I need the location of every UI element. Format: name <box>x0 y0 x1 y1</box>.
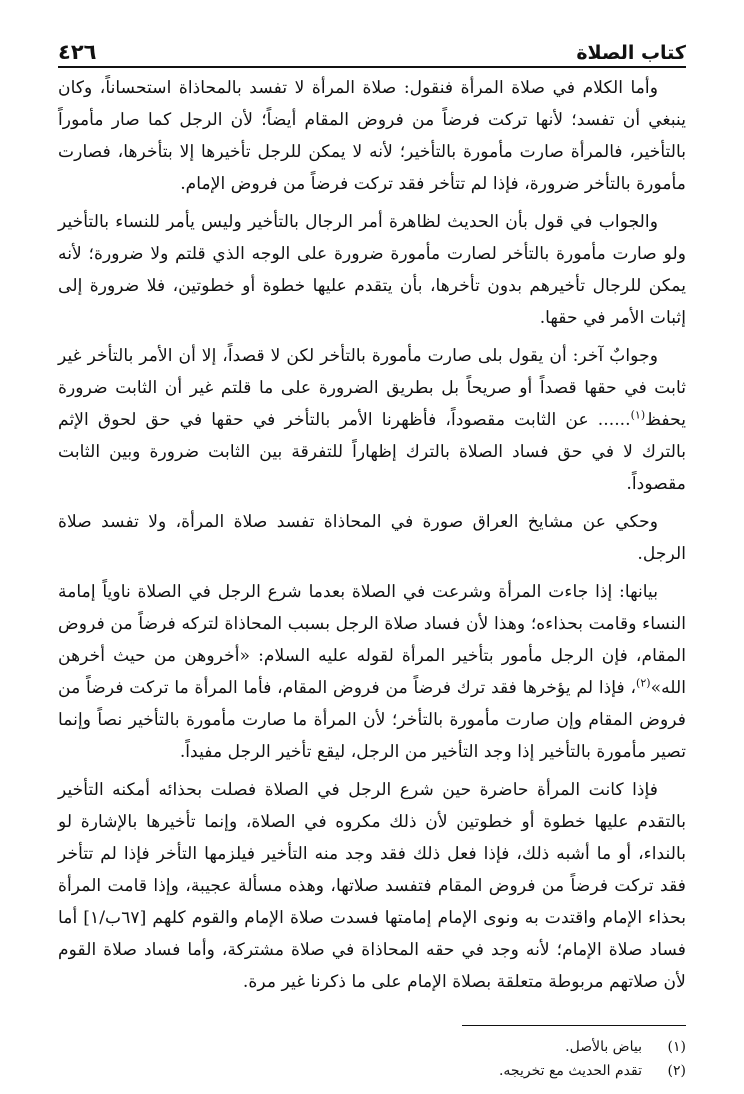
footnote-separator <box>462 1025 686 1026</box>
paragraph-text: فإذا كانت المرأة حاضرة حين شرع الرجل في الصلاة فصلت بحذائه أمكنه التأخير بالتقدم عليها خطوة أو خطوتين لأن ذلك مكروه في الصلاة، وإنما تأخيرها بالإشارة لو بالنداء، أو ما أشبه ذلك، فإذا فعل ذلك فقد وجد منه التأخير فيلزمها التأخر فإذا لم تتأخر فقد تركت فرضاً من فروض المقام فتفسد صلاتها، وهذه مسألة عجيبة، وإذا قامت المرأة بحذاء الإمام واقتدت به ونوى الإمام إمامتها فسدت صلاة الإمام والقوم كلهم [٦٧ب/١] أما فساد صلاة الإمام؛ لأنه وجد في حقه المحاذاة في صلاة مشتركة، وأما فساد صلاة القوم لأن صلاتهم مربوطة متعلقة بصلاة الإمام على ما ذكرنا غير مرة. <box>58 780 686 992</box>
paragraph-text-continued: ...... عن الثابت مقصوداً، فأظهرنا الأمر بالتأخر في حقها في حق لحوق الإثم بالترك لا في حق فساد الصلاة بالترك إظهاراً للتفرقة بين الثابت ضرورة وبين الثابت مقصوداً. <box>58 410 686 494</box>
paragraph-text: والجواب في قول بأن الحديث لظاهرة أمر الرجال بالتأخير وليس يأمر للنساء بالتأخير ولو صارت مأمورة بالتأخر لصارت مأمورة ضرورة على الوجه الذي قلتم ولا ضرورة؛ لأنه يمكن للرجال تأخيرهم بدون تأخرها، بأن يتقدم عليها خطوة أو خطوتين، فلا ضرورة إلى إثبات الأمر في حقها. <box>58 212 686 328</box>
paragraph <box>58 774 686 998</box>
paragraph <box>58 506 686 570</box>
footnote-item <box>58 1035 686 1059</box>
paragraph <box>58 72 686 200</box>
footnote-reference: (١) <box>630 408 646 422</box>
running-header <box>58 30 686 68</box>
footnote-number: (٢) <box>667 1063 686 1079</box>
paragraph-text: وحكي عن مشايخ العراق صورة في المحاذاة تفسد صلاة المرأة، ولا تفسد صلاة الرجل. <box>58 512 686 564</box>
footnotes <box>58 1035 686 1083</box>
paragraph <box>58 340 686 500</box>
footnote-item <box>58 1059 686 1083</box>
footnote-number: (١) <box>667 1039 686 1055</box>
paragraph-text: وجوابٌ آخر: أن يقول بلى صارت مأمورة بالتأخر لكن لا قصداً، إلا أن الأمر بالتأخر غير ثابت في حقها قصداً أو صريحاً بل بطريق الضرورة على ما قلتم غير أن الثابت ضرورة يحفظ <box>58 346 686 430</box>
page-number: ٤٢٦ <box>58 40 97 64</box>
paragraph <box>58 576 686 768</box>
footnote-text: تقدم الحديث مع تخريجه. <box>498 1063 642 1079</box>
paragraph <box>58 206 686 334</box>
book-title: كتاب الصلاة <box>576 42 686 64</box>
footnote-text: بياض بالأصل. <box>565 1039 642 1055</box>
paragraph-text: وأما الكلام في صلاة المرأة فنقول: صلاة المرأة لا تفسد بالمحاذاة استحساناً، وكان ينبغي أن تفسد؛ لأنها تركت فرضاً من فروض المقام أيضاً؛ لأن الرجل كما صار مأموراً بالتأخير، فالمرأة صارت مأمورة بالتأخير؛ لأنه لا يمكن للرجل تأخيرها إلا بتأخرها، فصارت مأمورة بالتأخر ضرورة، فإذا لم تتأخر فقد تركت فرضاً من فروض الإمام. <box>58 78 686 194</box>
paragraph-text: بيانها: إذا جاءت المرأة وشرعت في الصلاة بعدما شرع الرجل في الصلاة ناوياً إمامة النساء وقامت بحذاءه؛ وهذا لأن فساد صلاة الرجل بسبب المحاذاة لتركه فرضاً من فروض المقام، فإن الرجل مأمور بتأخير المرأة لقوله عليه السلام: «أخروهن من حيث أخرهن الله» <box>58 582 686 698</box>
footnote-reference: (٢) <box>636 676 651 690</box>
main-text <box>58 72 686 998</box>
paragraph-text-continued: ، فإذا لم يؤخرها فقد ترك فرضاً من فروض المقام، فأما المرأة ما تركت فرضاً من فروض المقام وإن صارت مأمورة بالتأخر؛ لأن المرأة ما صارت مأمورة بالتأخير نصاً وإنما تصير مأمورة بالتأخير إذا وجد التأخير من الرجل، ليقع تأخير الرجل مفيداً. <box>58 678 686 762</box>
